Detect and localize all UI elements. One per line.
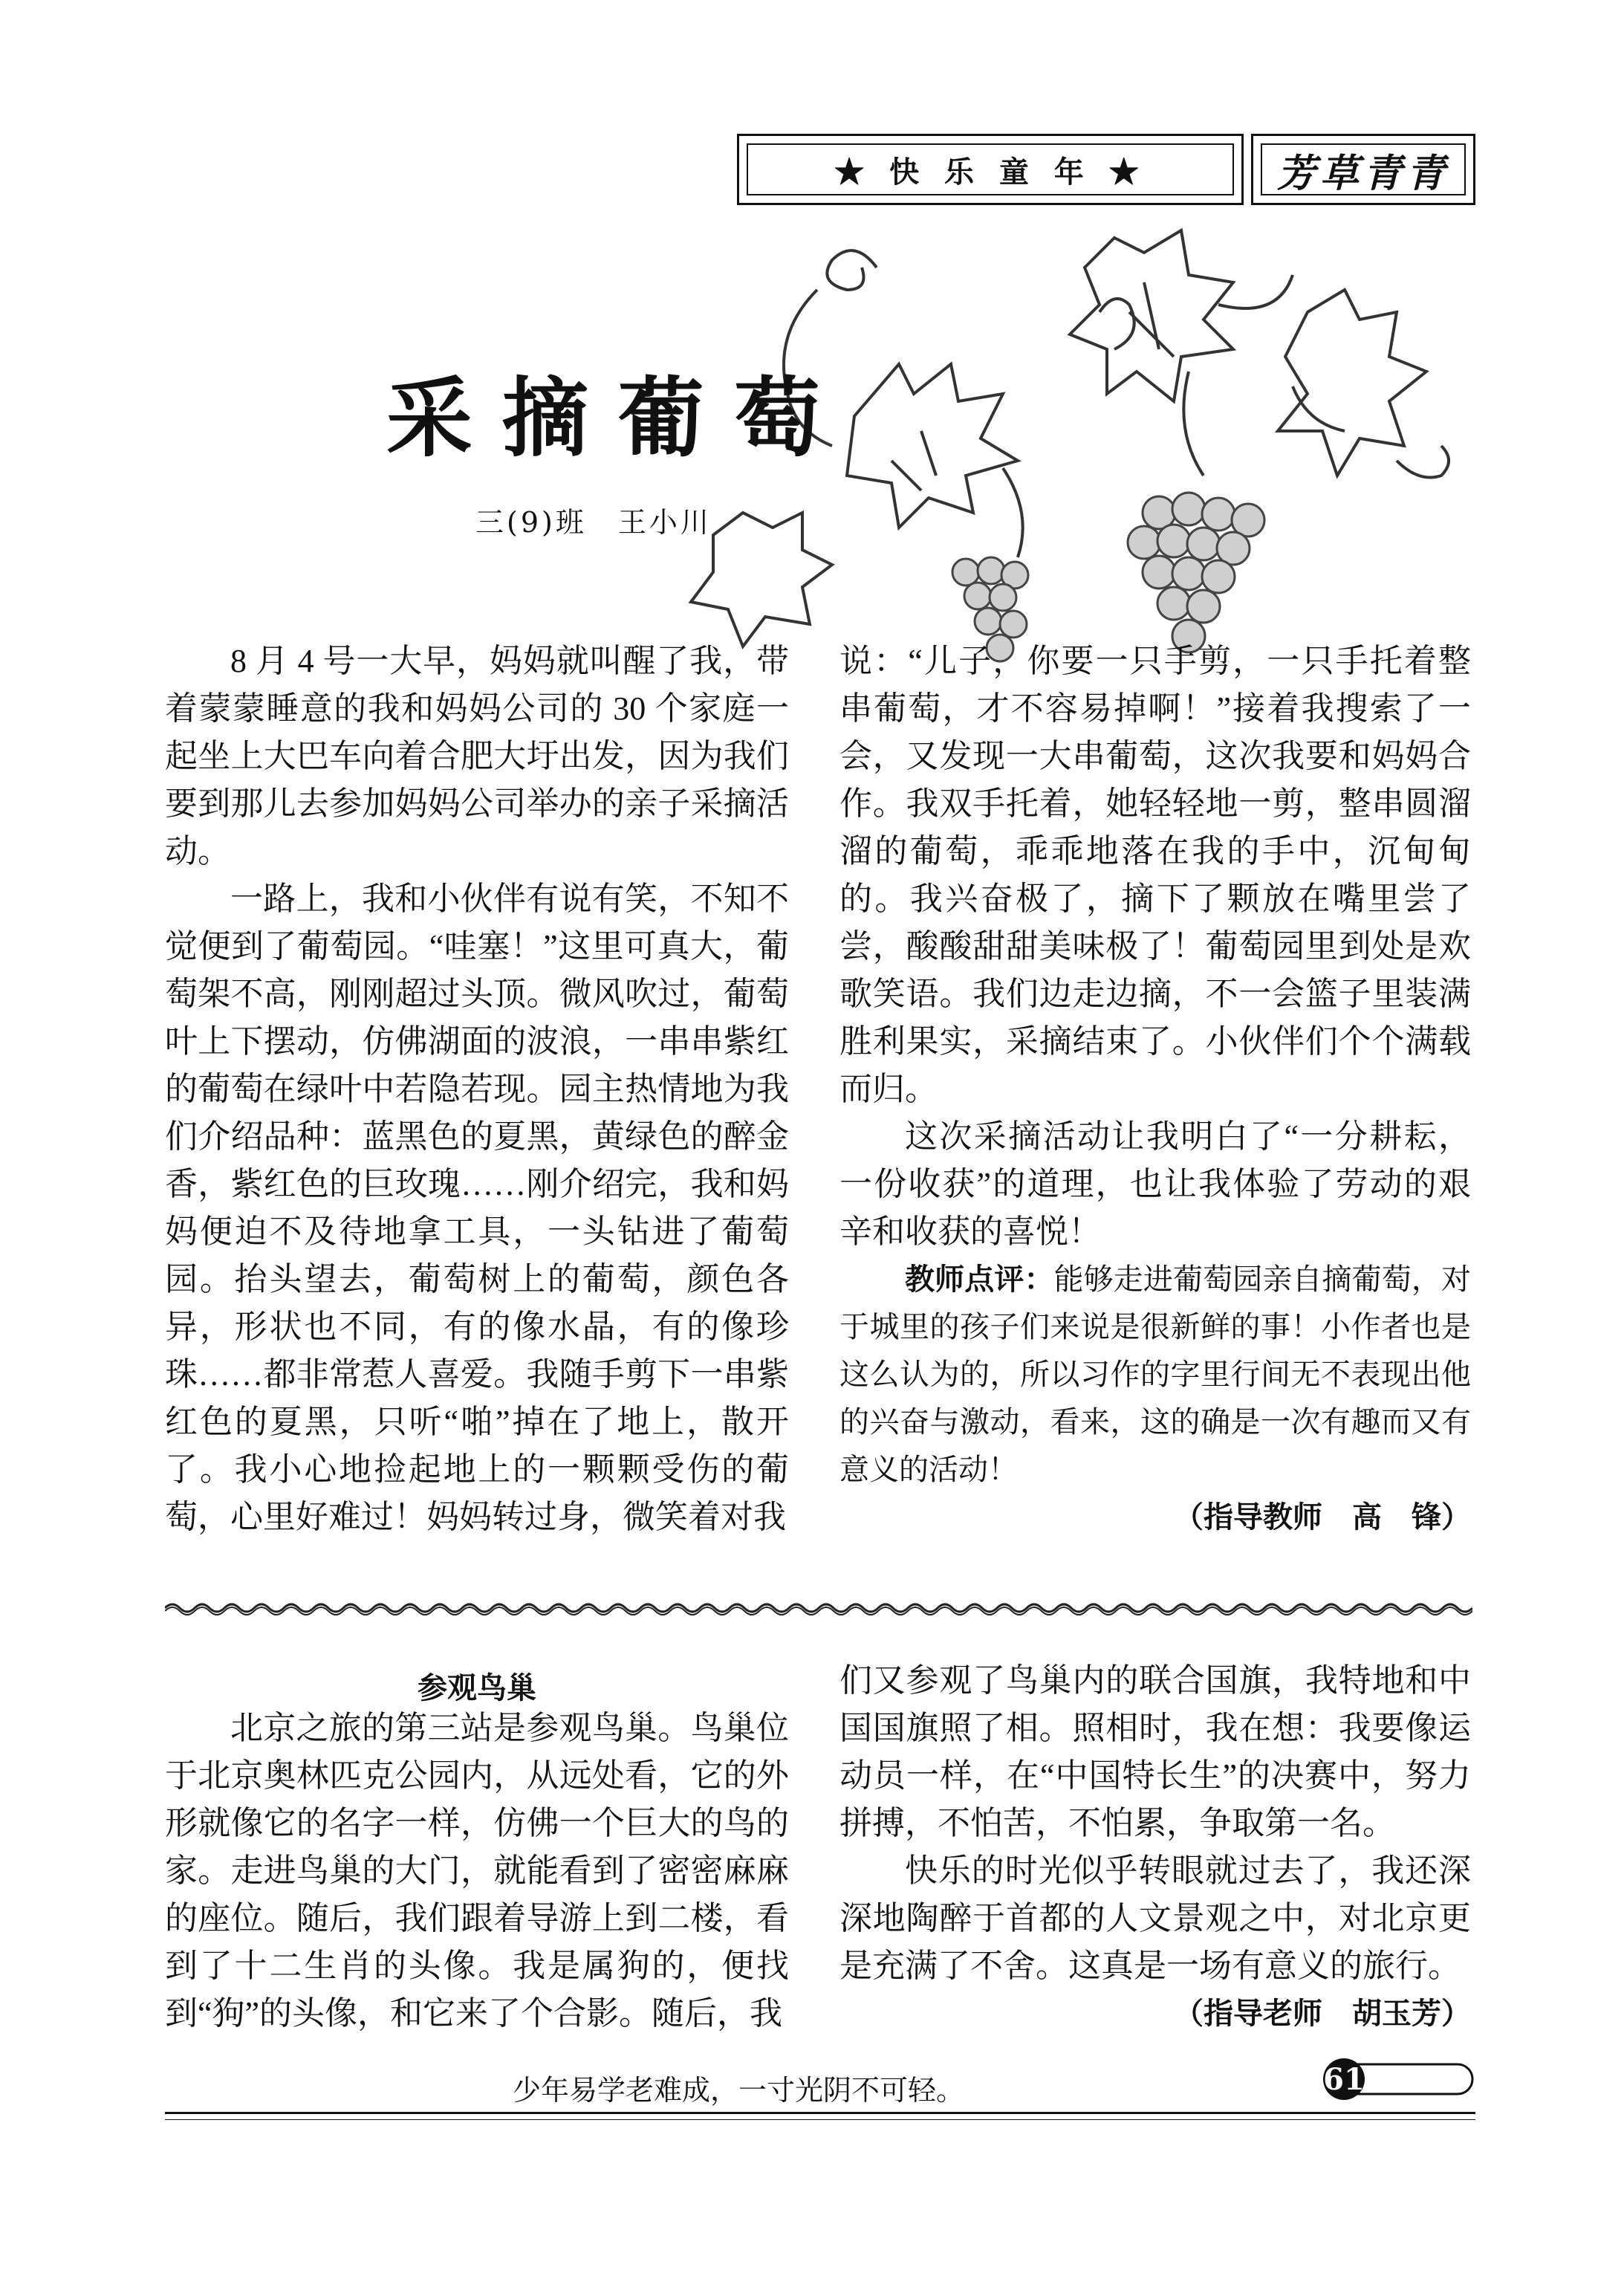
article-paragraph: 说：“儿子，你要一只手剪，一只手托着整串葡萄，才不容易掉啊！”接着我搜索了一会，又发现一大串葡萄，这次我要和妈妈合作。我双手托着，她轻轻地一剪，整串圆溜溜的葡萄，乖乖地落在我的手中，沉甸甸的。我兴奋极了，摘下了颗放在嘴里尝了尝，酸酸甜甜美味极了！葡萄园里到处是欢歌笑语。我们边走边摘，不一会篮子里装满胜利果实，采摘结束了。小伙伴们个个满载而归。 <box>839 643 1471 1107</box>
section-header-box <box>737 134 1244 205</box>
article-column-left <box>165 638 789 1541</box>
article-column-right <box>839 638 1471 1541</box>
footer-rule-thick <box>165 2112 1475 2114</box>
footer-rule-thin <box>165 2119 1475 2120</box>
article-title: 采摘葡萄 <box>386 368 850 469</box>
article-paragraph: 这次采摘活动让我明白了“一分耕耘，一份收获”的道理，也让我体验了劳动的艰辛和收获的喜悦！ <box>839 1118 1471 1250</box>
article-byline: 三(9)班 王小川 <box>475 506 712 539</box>
second-article-title: 参观鸟巢 <box>418 1671 536 1705</box>
second-article-paragraph: 北京之旅的第三站是参观鸟巢。鸟巢位于北京奥林匹克公园内，从远处看，它的外形就像它的名字一样，仿佛一个巨大的鸟的家。走进鸟巢的大门，就能看到了密密麻麻的座位。随后，我们跟着导游上到二楼，看到了十二生肖的头像。我是属狗的，便找到“狗”的头像，和它来了个合影。随后，我 <box>165 1710 789 2032</box>
second-article-column-right <box>839 1657 1471 2038</box>
section-header-text: ★ 快 乐 童 年 ★ <box>834 154 1146 189</box>
second-article-paragraph: 们又参观了鸟巢内的联合国旗，我特地和中国国旗照了相。照相时，我在想：我要像运动员一样，在“中国特长生”的决赛中，努力拼搏，不怕苦，不怕累，争取第一名。 <box>839 1662 1471 1841</box>
teacher-comment-label: 教师点评： <box>905 1262 1054 1297</box>
second-article-column-left <box>165 1705 789 2038</box>
footer-motto: 少年易学老难成，一寸光阴不可轻。 <box>513 2074 965 2107</box>
column-name-box <box>1251 134 1475 205</box>
teacher-comment-text: 能够走进葡萄园亲自摘葡萄，对于城里的孩子们来说是很新鲜的事！小作者也是这么认为的，所以习作的字里行间无不表现出他的兴奋与激动，看来，这的确是一次有趣而又有意义的活动！ <box>839 1262 1472 1487</box>
wavy-divider <box>165 1599 1472 1617</box>
page-number: 61 <box>1323 2061 1365 2097</box>
column-name-text: 芳草青青 <box>1276 150 1449 196</box>
teacher-comment <box>839 1256 1471 1494</box>
teacher-signature: （指导教师 高 锋） <box>1174 1500 1471 1534</box>
second-article-paragraph: 快乐的时光似乎转眼就过去了，我还深深地陶醉于首都的人文景观之中，对北京更是充满了不舍。这真是一场有意义的旅行。 <box>839 1852 1471 1984</box>
second-teacher-signature: （指导老师 胡玉芳） <box>1174 1997 1471 2031</box>
article-paragraph: 一路上，我和小伙伴有说有笑，不知不觉便到了葡萄园。“哇塞！”这里可真大，葡萄架不高，刚刚超过头顶。微风吹过，葡萄叶上下摆动，仿佛湖面的波浪，一串串紫红的葡萄在绿叶中若隐若现。园主热情地为我们介绍品种：蓝黑色的夏黑，黄绿色的醉金香，紫红色的巨玫瑰……刚介绍完，我和妈妈便迫不及待地拿工具，一头钻进了葡萄园。抬头望去，葡萄树上的葡萄，颜色各异，形状也不同，有的像水晶，有的像珍珠……都非常惹人喜爱。我随手剪下一串紫红色的夏黑，只听“啪”掉在了地上，散开了。我小心地捡起地上的一颗颗受伤的葡萄，心里好难过！妈妈转过身，微笑着对我 <box>165 881 789 1535</box>
article-paragraph: 8 月 4 号一大早，妈妈就叫醒了我，带着蒙蒙睡意的我和妈妈公司的 30 个家庭一起坐上大巴车向着合肥大圩出发，因为我们要到那儿去参加妈妈公司举办的亲子采摘活动。 <box>165 643 789 869</box>
